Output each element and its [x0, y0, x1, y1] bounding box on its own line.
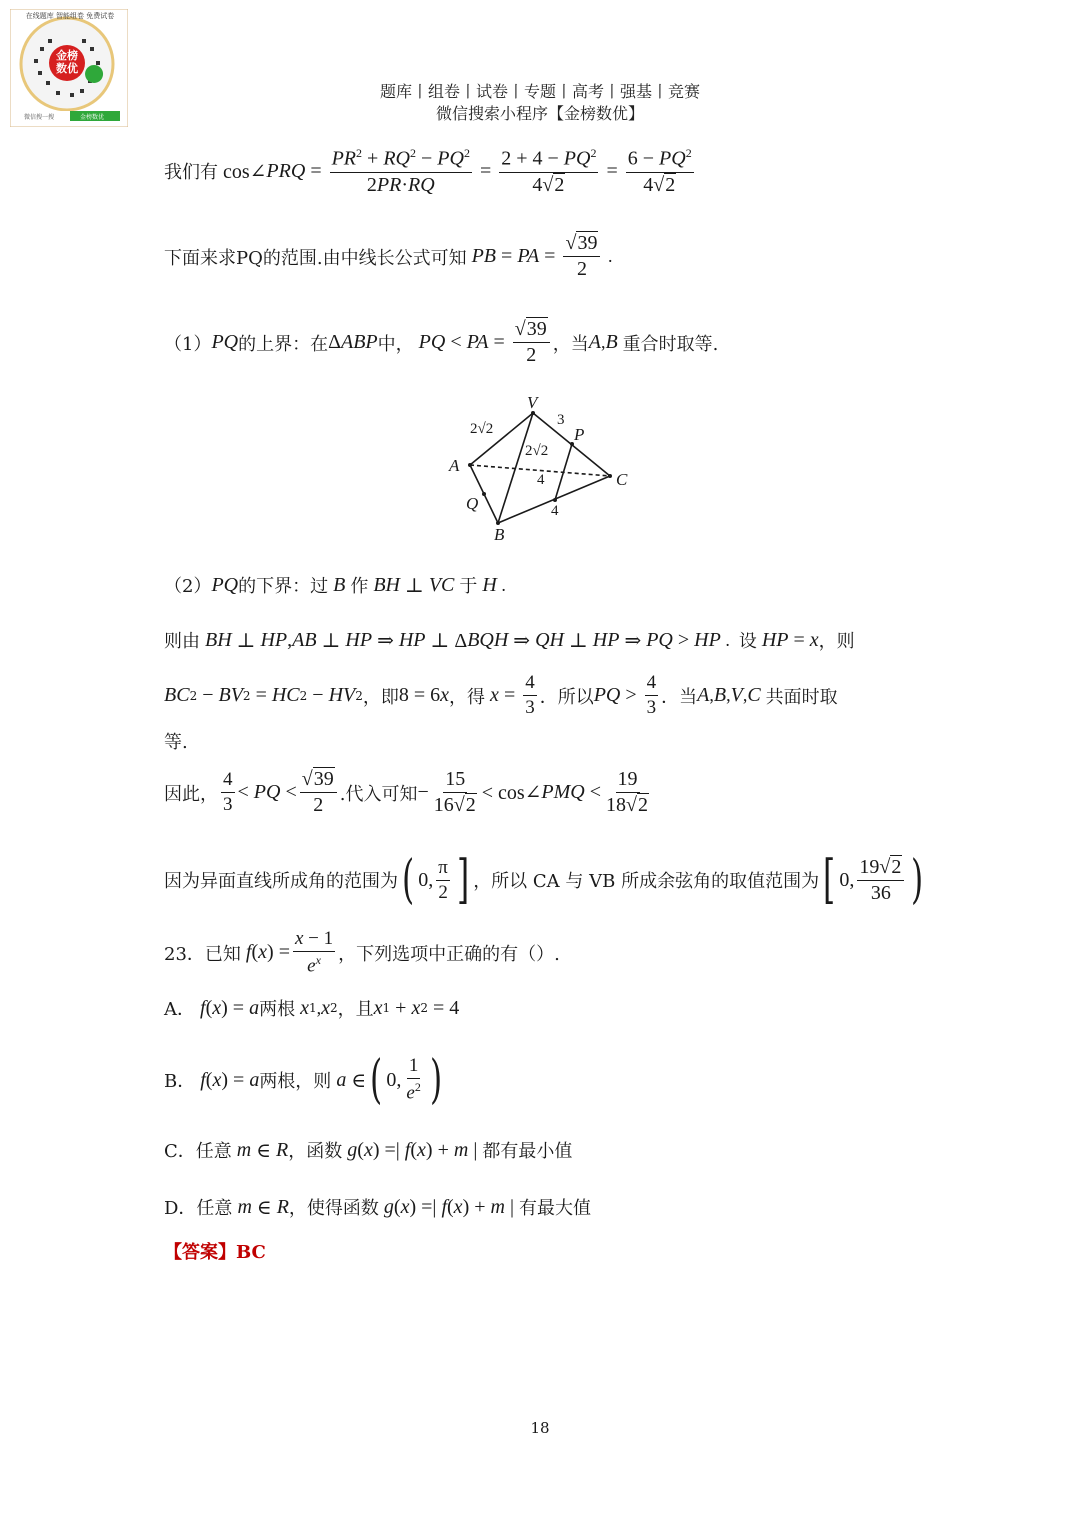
question-23: 23．已知 f ( x ) = $\frac{x - 1}{e^x}$ ，下列选项中正确的有（）.: [164, 928, 560, 977]
eq-cos-prq: 我们有 cos∠ PRQ = $\frac{PR^2 + RQ^2 - PQ^2}{2PR\cdot RQ}$ = $\frac{2 + 4 - PQ^2}{4√2}$ = $\frac{6 - PQ^2}{4√2}$: [164, 146, 692, 196]
edge-label-vb: 2√2: [525, 443, 549, 459]
tetrahedron-figure: [440, 390, 640, 545]
option-c: C．任意 m ∈ R ，函数 g ( x ) =| f ( x ) + m | 都有最小值: [164, 1138, 573, 1162]
edge-label-bc: 4: [551, 503, 559, 519]
line-continuation: 等.: [164, 732, 188, 753]
label-p: P: [574, 425, 585, 444]
line2-text: 下面来求PQ的范围.由中线长公式可知: [164, 247, 467, 269]
logo-search-text: 微信搜一搜: [24, 114, 55, 121]
option-b: B． f ( x ) = a 两根，则 a ∈ ( 0, $\frac{1}{e^2}$ ): [164, 1050, 443, 1110]
eq1-prefix: 我们有: [164, 162, 218, 184]
header-subtitle: 微信搜索小程序【金榜数优】: [435, 104, 644, 123]
pq-lower-bound: （2） PQ 的下界：过 B 作 BH ⊥ VC 于 H .: [164, 573, 506, 597]
hp-equation: BC 2 − BV 2 = HC 2 − HV 2 ，即 8 = 6 x ，得 x = $\frac{4}{3}$ ．所以 PQ > $\frac{4}{3}$ ．当 A , B , V , C 共面时取: [164, 672, 838, 718]
label-c: C: [616, 470, 628, 489]
label-b: B: [494, 525, 505, 544]
edge-label-ac: 4: [537, 472, 545, 488]
label-q: Q: [466, 494, 479, 513]
header-nav: 题库丨组卷丨试卷丨专题丨高考丨强基丨竞赛: [379, 82, 700, 101]
angle-range: 因为异面直线所成角的范围为 ( 0, $\frac{\pi}{2}$ ] ，所以 CA 与 VB 所成余弦角的取值范围为 [ 0, $\frac{19√2}{36}$ ): [164, 850, 924, 910]
logo-brand-text: 金榜数优: [56, 49, 78, 75]
answer: 【答案】BC: [164, 1242, 266, 1263]
edge-label-vp: 3: [557, 412, 565, 428]
page-number: 18: [530, 1419, 550, 1437]
option-a: A． f ( x ) = a 两根 x 1 , x 2 ，且 x 1 + x 2 = 4: [164, 996, 460, 1020]
logo-footer-tag: 金榜数优: [80, 114, 105, 121]
label-a: A: [449, 456, 460, 475]
label-v: V: [527, 393, 538, 412]
eq-median-length: 下面来求PQ的范围.由中线长公式可知 PB = PA = $\frac{√39}{2}$ .: [164, 232, 613, 280]
perpendicular-chain: 则由 BH ⊥ HP , AB ⊥ HP ⇒ HP ⊥ Δ BQH ⇒ QH ⊥ HP ⇒ PQ > HP . 设 HP = x ，则: [164, 628, 855, 652]
logo-ring-text: 在线题库 智能组卷 免费试卷: [25, 12, 115, 20]
pq-upper-bound: （1） PQ 的上界：在 Δ ABP 中， PQ < PA = $\frac{√39}{2}$ ，当 A , B 重合时取等.: [164, 318, 719, 366]
option-d: D．任意 m ∈ R ，使得函数 g ( x ) =| f ( x ) + m | 有最大值: [164, 1195, 591, 1219]
edge-label-va: 2√2: [470, 421, 494, 437]
pq-range: 因此， $\frac{4}{3}$ < PQ < $\frac{√39}{2}$ .代入可知 − $\frac{15}{16√2}$ < cos∠ PMQ < $\frac{19}{18√2}$: [164, 768, 649, 816]
